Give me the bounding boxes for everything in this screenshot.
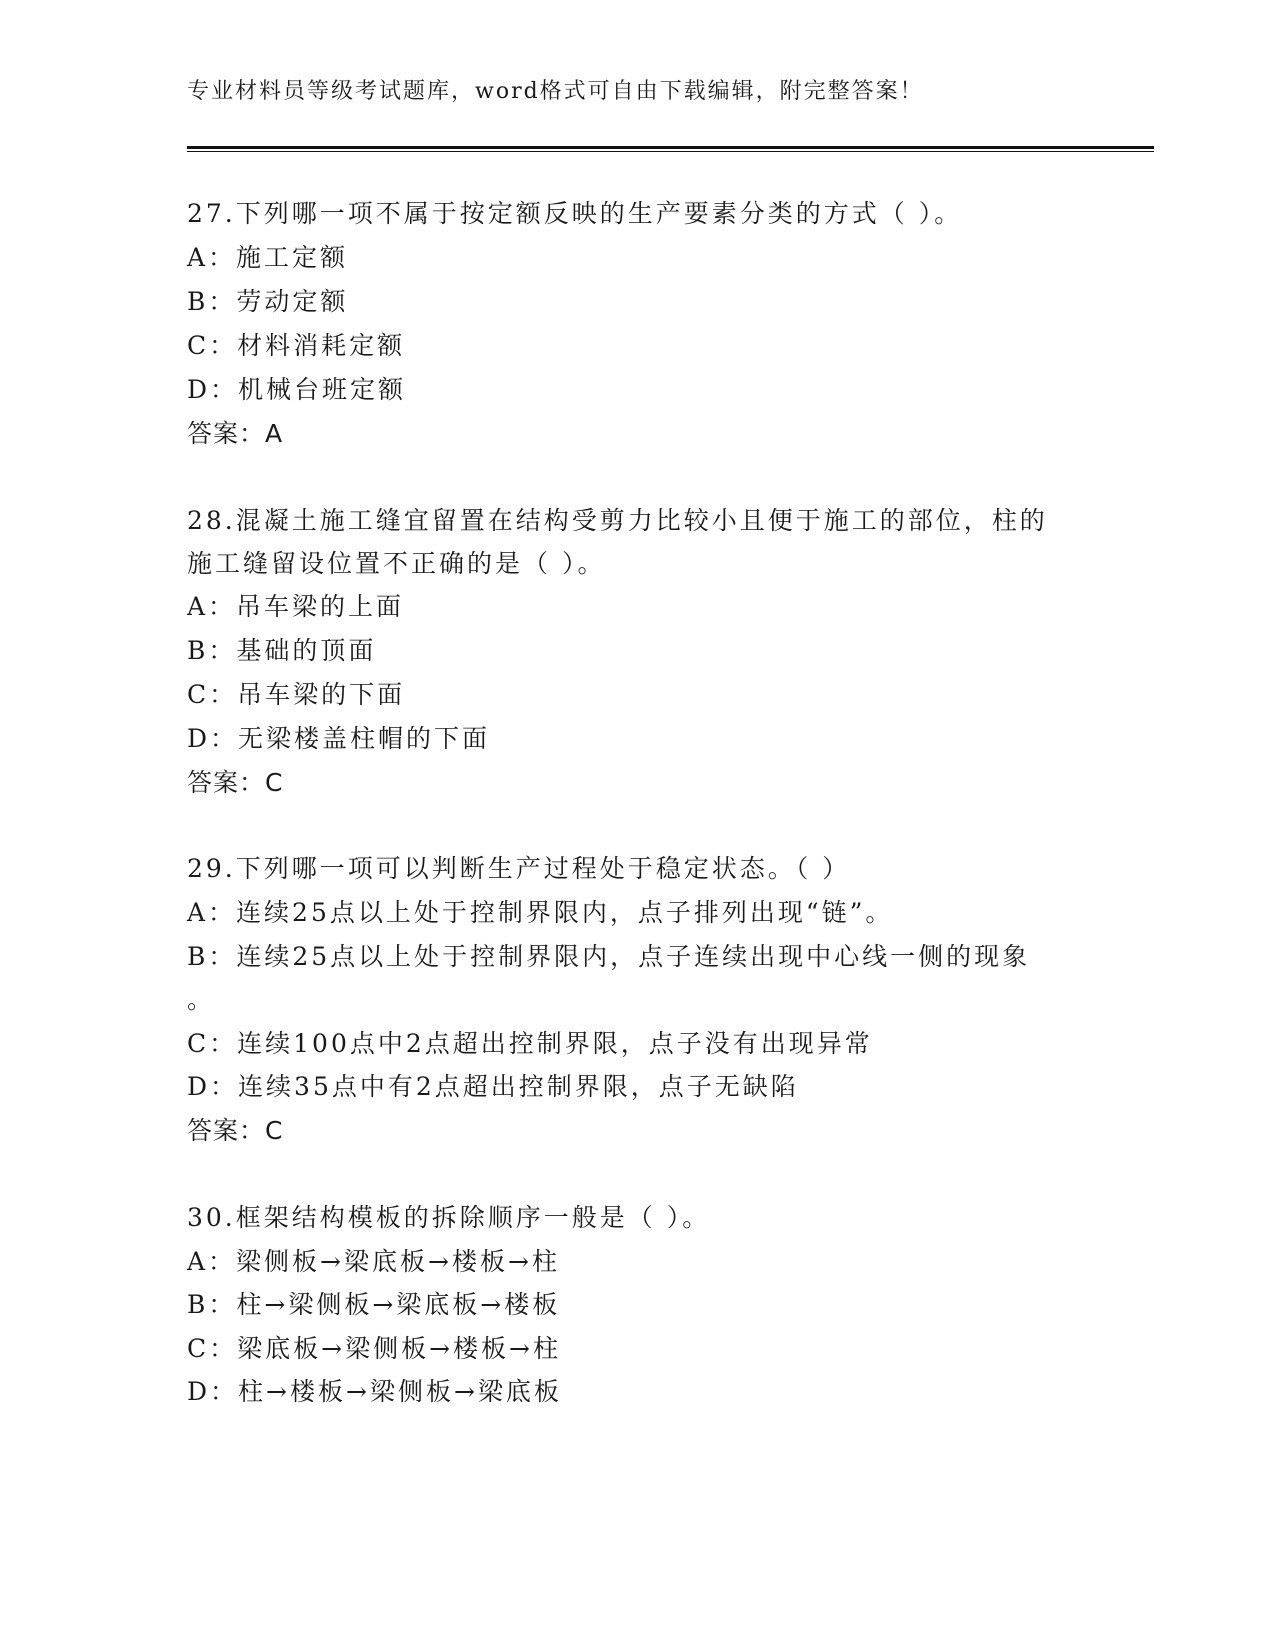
- question-29-option-d: D：连续35点中有2点超出控制界限，点子无缺陷: [187, 1072, 799, 1101]
- question-27-stem: 27.下列哪一项不属于按定额反映的生产要素分类的方式（ ）。: [187, 199, 963, 228]
- question-30-option-b: B：柱→梁侧板→梁底板→楼板: [187, 1290, 561, 1319]
- question-28-stem-line-2: 施工缝留设位置不正确的是（ ）。: [187, 549, 606, 578]
- question-28-option-a: A：吊车梁的上面: [187, 592, 405, 621]
- question-29-option-b-continued: 。: [187, 985, 216, 1014]
- page-header: 专业材料员等级考试题库，word格式可自由下载编辑，附完整答案！: [187, 79, 924, 104]
- question-28-option-d: D：无梁楼盖柱帽的下面: [187, 724, 491, 753]
- question-27-option-c: C：材料消耗定额: [187, 331, 406, 360]
- question-27-option-b: B：劳动定额: [187, 287, 349, 316]
- question-29-answer: 答案：C: [187, 1116, 284, 1145]
- question-28-answer: 答案：C: [187, 768, 284, 797]
- question-29-option-a: A：连续25点以上处于控制界限内，点子排列出现“链”。: [187, 898, 894, 927]
- header-divider: [187, 146, 1154, 153]
- question-28-option-c: C：吊车梁的下面: [187, 680, 406, 709]
- question-27-answer: 答案：A: [187, 419, 284, 448]
- question-29-option-b: B：连续25点以上处于控制界限内，点子连续出现中心线一侧的现象: [187, 942, 1031, 971]
- question-28-option-b: B：基础的顶面: [187, 636, 377, 665]
- question-30-option-c: C：梁底板→梁侧板→楼板→柱: [187, 1334, 561, 1363]
- question-30-stem: 30.框架结构模板的拆除顺序一般是（ ）。: [187, 1203, 711, 1232]
- question-28-stem-line-1: 28.混凝土施工缝宜留置在结构受剪力比较小且便于施工的部位，柱的: [187, 506, 1048, 535]
- question-27-option-d: D：机械台班定额: [187, 375, 407, 404]
- question-30-option-d: D：柱→楼板→梁侧板→梁底板: [187, 1377, 562, 1406]
- question-27-option-a: A：施工定额: [187, 243, 349, 272]
- question-29-stem: 29.下列哪一项可以判断生产过程处于稳定状态。（ ）: [187, 854, 851, 883]
- question-29-option-c: C：连续100点中2点超出控制界限，点子没有出现异常: [187, 1029, 873, 1058]
- question-30-option-a: A：梁侧板→梁底板→楼板→柱: [187, 1247, 560, 1276]
